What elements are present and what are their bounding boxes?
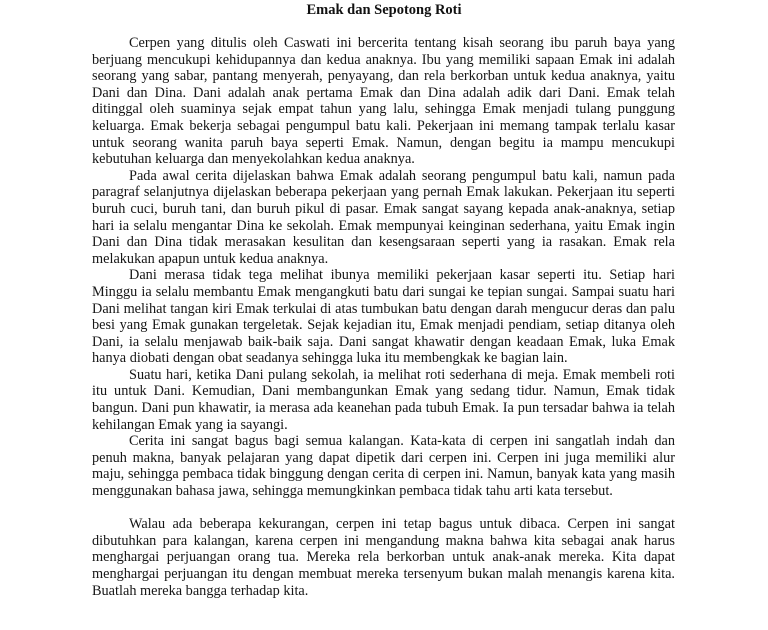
paragraph-5: Cerita ini sangat bagus bagi semua kalangan. Kata-kata di cerpen ini sangatlah indah dan penuh makna, banyak pelajaran yang dapat dipetik dari cerpen ini. Cerpen ini juga memiliki alur maju, sehingga pembaca tidak binggung dengan cerita di cerpen ini. Namun, banyak kata yang masih menggunakan bahasa jawa, sehingga memungkinkan pembaca tidak tahu arti kata tersebut. — [92, 433, 675, 500]
document-body — [92, 35, 675, 599]
paragraph-2: Pada awal cerita dijelaskan bahwa Emak adalah seorang pengumpul batu kali, namun pada paragraf selanjutnya dijelaskan beberapa pekerjaan yang pernah Emak lakukan. Pekerjaan itu seperti buruh cuci, buruh tani, dan buruh pikul di pasar. Emak sangat sayang kepada anak-anaknya, setiap hari ia selalu mengantar Dina ke sekolah. Emak mempunyai keinginan sederhana, yaitu Emak ingin Dani dan Dina tidak merasakan kesulitan dan kesengsaraan seperti yang ia rasakan. Emak rela melakukan apapun untuk kedua anaknya. — [92, 167, 675, 267]
paragraph-3: Dani merasa tidak tega melihat ibunya memiliki pekerjaan kasar seperti itu. Setiap hari Minggu ia selalu membantu Emak mengangkuti batu dari sungai ke tepian sungai. Sampai suatu hari Dani melihat tangan kiri Emak terkulai di atas tumbukan batu dengan darah mengucur deras dan palu besi yang Emak gunakan tergeletak. Sejak kejadian itu, Emak menjadi pendiam, setiap ditanya oleh Dani, ia selalu menjawab baik-baik saja. Dani sangat khawatir dengan keadaan Emak, luka Emak hanya diobati dengan obat seadanya sehingga luka itu membengkak ke bagian lain. — [92, 267, 675, 367]
paragraph-1: Cerpen yang ditulis oleh Caswati ini bercerita tentang kisah seorang ibu paruh baya yang berjuang mencukupi kehidupannya dan kedua anaknya. Ibu yang memiliki sapaan Emak ini adalah seorang yang sabar, pantang menyerah, penyayang, dan rela berkorban untuk kedua anaknya, yaitu Dani dan Dina. Dani adalah anak pertama Emak dan Dina adalah adik dari Dani. Emak telah ditinggal oleh suaminya sejak empat tahun yang lalu, sehingga Emak menjadi tulang punggung keluarga. Emak bekerja sebagai pengumpul batu kali. Pekerjaan ini memang tampak terlalu kasar untuk seorang wanita paruh baya seperti Emak. Namun, dengan begitu ia mampu mencukupi kebutuhan keluarga dan menyekolahkan kedua anaknya. — [92, 35, 675, 168]
paragraph-6: Walau ada beberapa kekurangan, cerpen ini tetap bagus untuk dibaca. Cerpen ini sangat dibutuhkan para kalangan, karena cerpen ini mengandung makna bahwa kita sebagai anak harus menghargai perjuangan orang tua. Mereka rela berkorban untuk anak-anak mereka. Kita dapat menghargai perjuangan itu dengan membuat mereka tersenyum bukan malah menangis karena kita. Buatlah mereka bangga terhadap kita. — [92, 516, 675, 599]
document-title: Emak dan Sepotong Roti — [306, 2, 462, 18]
paragraph-4: Suatu hari, ketika Dani pulang sekolah, ia melihat roti sederhana di meja. Emak membeli roti itu untuk Dani. Kemudian, Dani membangunkan Emak yang sedang tidur. Namun, Emak tidak bangun. Dani pun khawatir, ia merasa ada keanehan pada tubuh Emak. Ia pun tersadar bahwa ia telah kehilangan Emak yang ia sayangi. — [92, 366, 675, 433]
